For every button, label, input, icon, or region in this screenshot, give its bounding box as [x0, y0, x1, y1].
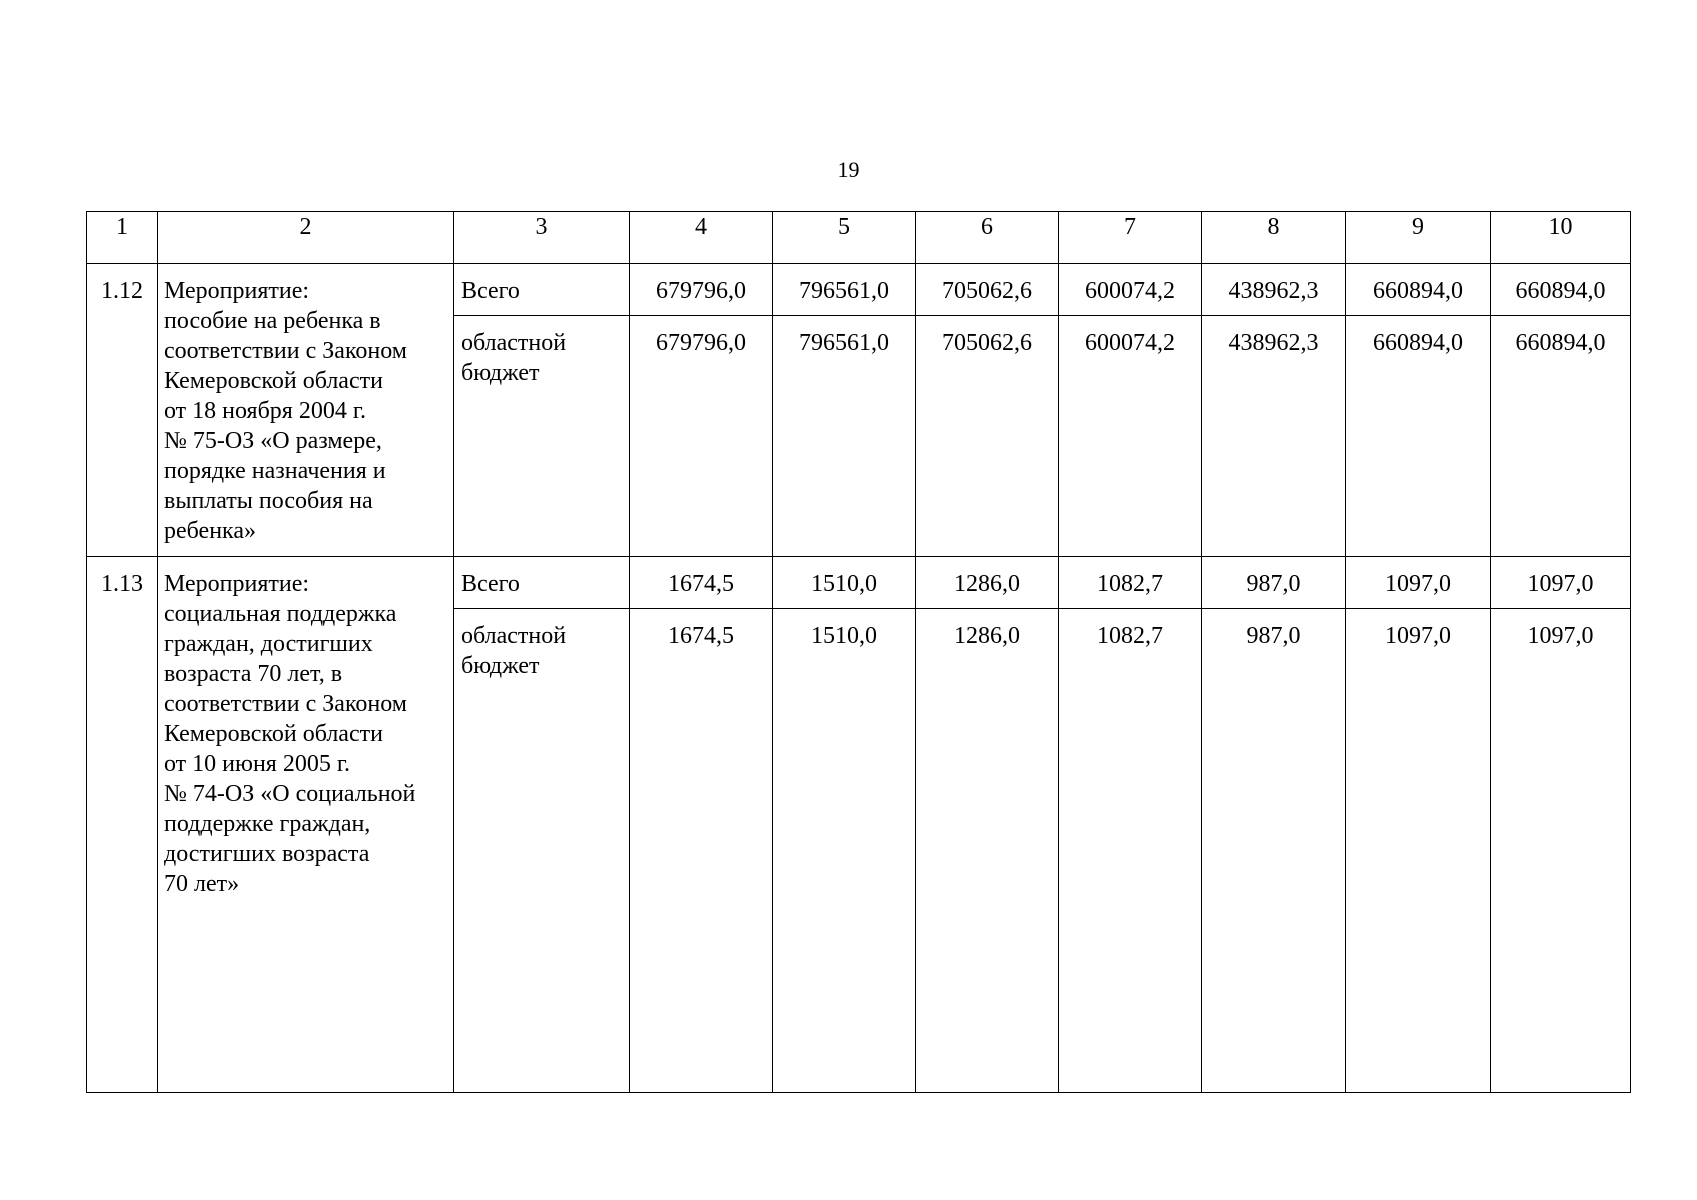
description-line: ребенка»: [164, 518, 256, 544]
value-cell: 705062,6: [916, 264, 1059, 316]
value-cell: 1097,0: [1346, 557, 1491, 609]
description-line: 70 лет»: [164, 871, 240, 897]
value-cell: 679796,0: [630, 264, 773, 316]
value-cell: 1510,0: [773, 609, 916, 1093]
value-cell: 438962,3: [1202, 316, 1346, 557]
description-line: граждан, достигших: [164, 631, 373, 657]
header-cell: 6: [916, 212, 1059, 264]
header-cell: 7: [1059, 212, 1202, 264]
value-cell: 1286,0: [916, 609, 1059, 1093]
description-line: порядке назначения и: [164, 458, 386, 484]
value-cell: 1082,7: [1059, 609, 1202, 1093]
funding-source-label: бюджет: [461, 360, 540, 386]
funding-source-label: бюджет: [461, 653, 540, 679]
value-cell: 600074,2: [1059, 316, 1202, 557]
header-cell: 8: [1202, 212, 1346, 264]
value-cell: 660894,0: [1346, 316, 1491, 557]
value-cell: 438962,3: [1202, 264, 1346, 316]
value-cell: 796561,0: [773, 316, 916, 557]
description-line: Мероприятие:: [164, 278, 310, 304]
value-cell: 660894,0: [1491, 264, 1631, 316]
description-line: социальная поддержка: [164, 601, 397, 627]
description-line: соответствии с Законом: [164, 691, 407, 717]
funding-source-label: Всего: [461, 278, 520, 304]
header-cell: 9: [1346, 212, 1491, 264]
description-line: Кемеровской области: [164, 368, 383, 394]
description-line: от 10 июня 2005 г.: [164, 751, 350, 777]
value-cell: 796561,0: [773, 264, 916, 316]
header-cell: 5: [773, 212, 916, 264]
funding-source: [454, 316, 630, 557]
row-number: 1.12: [87, 264, 158, 557]
value-cell: 987,0: [1202, 609, 1346, 1093]
page-number: 19: [837, 157, 860, 182]
description-line: Мероприятие:: [164, 571, 310, 597]
value-cell: 1082,7: [1059, 557, 1202, 609]
funding-source: [454, 264, 630, 316]
description-line: поддержке граждан,: [164, 811, 371, 837]
description-line: № 74-ОЗ «О социальной: [164, 781, 416, 807]
description-line: Кемеровской области: [164, 721, 383, 747]
funding-source: [454, 609, 630, 1093]
funding-source-label: Всего: [461, 571, 520, 597]
header-cell: 4: [630, 212, 773, 264]
table-row: [87, 557, 1631, 609]
funding-source-label: областной: [461, 330, 567, 356]
description-line: пособие на ребенка в: [164, 308, 381, 334]
budget-table: [86, 211, 1631, 1093]
header-cell: 10: [1491, 212, 1631, 264]
description-line: достигших возраста: [164, 841, 370, 867]
value-cell: 600074,2: [1059, 264, 1202, 316]
header-cell: 1: [87, 212, 158, 264]
value-cell: 679796,0: [630, 316, 773, 557]
value-cell: 660894,0: [1346, 264, 1491, 316]
description-line: соответствии с Законом: [164, 338, 407, 364]
value-cell: 1097,0: [1346, 609, 1491, 1093]
header-cell: 3: [454, 212, 630, 264]
measure-description: [158, 557, 454, 1093]
value-cell: 1097,0: [1491, 609, 1631, 1093]
table-header-row: [87, 212, 1631, 264]
value-cell: 1097,0: [1491, 557, 1631, 609]
header-cell: 2: [158, 212, 454, 264]
funding-source-label: областной: [461, 623, 567, 649]
value-cell: 1510,0: [773, 557, 916, 609]
funding-source: [454, 557, 630, 609]
value-cell: 1286,0: [916, 557, 1059, 609]
value-cell: 660894,0: [1491, 316, 1631, 557]
value-cell: 1674,5: [630, 557, 773, 609]
table-row: [87, 264, 1631, 316]
description-line: возраста 70 лет, в: [164, 661, 343, 687]
value-cell: 1674,5: [630, 609, 773, 1093]
description-line: № 75-ОЗ «О размере,: [164, 428, 382, 454]
row-number: 1.13: [87, 557, 158, 1093]
measure-description: [158, 264, 454, 557]
value-cell: 987,0: [1202, 557, 1346, 609]
description-line: от 18 ноября 2004 г.: [164, 398, 366, 424]
value-cell: 705062,6: [916, 316, 1059, 557]
description-line: выплаты пособия на: [164, 488, 373, 514]
